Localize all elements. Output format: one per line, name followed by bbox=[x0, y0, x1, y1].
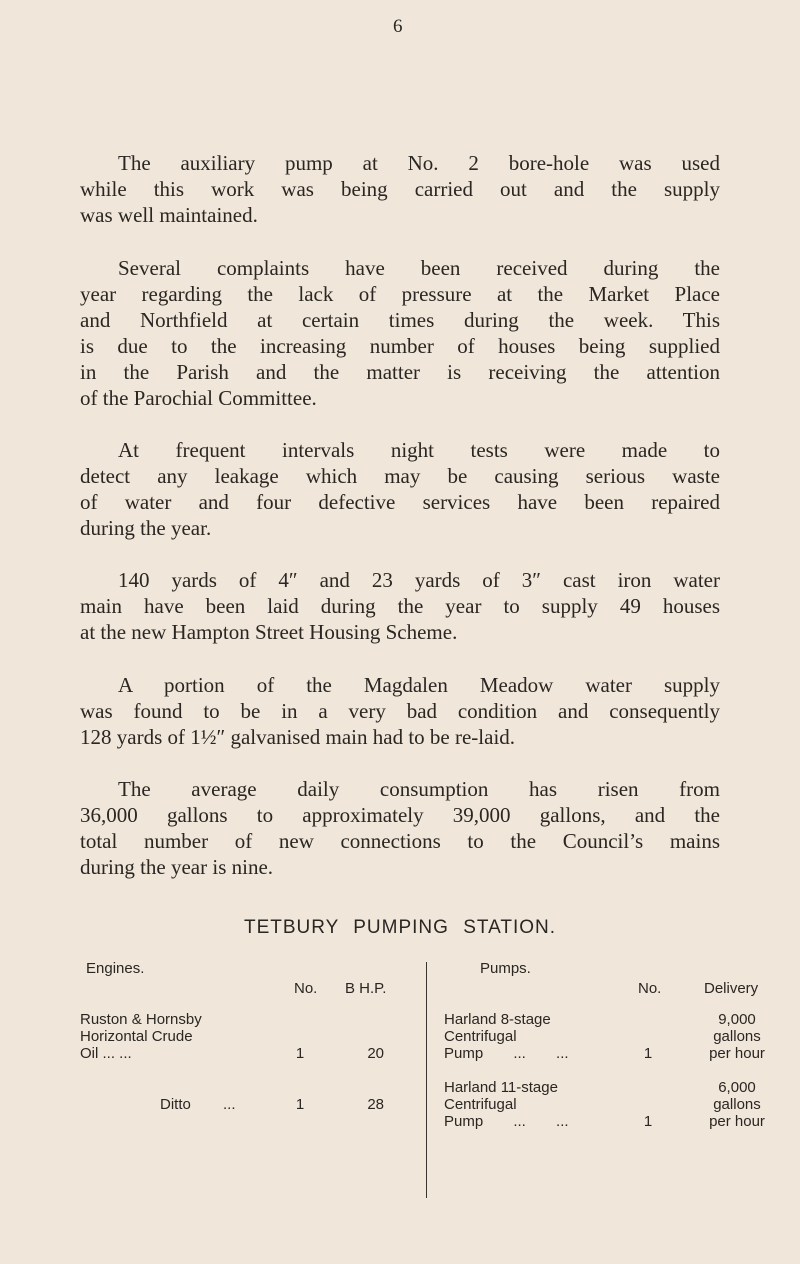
engines-col-bhp: B H.P. bbox=[345, 980, 387, 997]
pumps-col-delivery: Delivery bbox=[704, 980, 759, 997]
column-divider bbox=[426, 962, 427, 1198]
text-line: The auxiliary pump at No. 2 bore-hole was used bbox=[118, 151, 720, 175]
text-line: 140 yards of 4″ and 23 yards of 3″ cast iron water bbox=[118, 568, 720, 592]
paragraph-consumption bbox=[80, 776, 720, 880]
pump-name-line: Centrifugal bbox=[444, 1096, 517, 1113]
text-line: was found to be in a very bad condition and consequently bbox=[80, 699, 720, 723]
text-line: Several complaints have been received during the bbox=[118, 256, 720, 280]
text-line: A portion of the Magdalen Meadow water supply bbox=[118, 673, 720, 697]
text-line: total number of new connections to the Council’s mains bbox=[80, 829, 720, 853]
text-line: while this work was being carried out and the supply bbox=[80, 177, 720, 201]
paragraph-complaints bbox=[80, 255, 720, 411]
text-line: 36,000 gallons to approximately 39,000 gallons, and the bbox=[80, 803, 720, 827]
pumps-heading: Pumps. bbox=[480, 960, 531, 977]
engine-no: 1 bbox=[295, 1096, 305, 1113]
text-line: was well maintained. bbox=[80, 203, 258, 227]
engine-name-line: Oil ... ... bbox=[80, 1045, 132, 1062]
text-line: of the Parochial Committee. bbox=[80, 386, 317, 410]
engine-bhp: 20 bbox=[367, 1045, 384, 1062]
text-line: 128 yards of 1½″ galvanised main had to be re-laid. bbox=[80, 725, 516, 749]
text-line: main have been laid during the year to supply 49 houses bbox=[80, 594, 720, 618]
pump-delivery: gallons bbox=[713, 1028, 761, 1045]
text-line: The average daily consumption has risen from bbox=[118, 777, 720, 801]
paragraph-night-tests bbox=[80, 437, 720, 541]
text-line: in the Parish and the matter is receiving the attention bbox=[80, 360, 720, 384]
engines-heading: Engines. bbox=[86, 960, 145, 977]
text-line: detect any leakage which may be causing serious waste bbox=[80, 464, 720, 488]
page-number: 6 bbox=[393, 16, 403, 37]
pump-name-line: Pump ... ... bbox=[444, 1045, 569, 1062]
paragraph-water-main bbox=[80, 567, 720, 645]
text-line: and Northfield at certain times during the week. This bbox=[80, 308, 720, 332]
pump-delivery: gallons bbox=[713, 1096, 761, 1113]
engine-name-line: Ruston & Hornsby bbox=[80, 1011, 202, 1028]
text-line: at the new Hampton Street Housing Scheme. bbox=[80, 620, 458, 644]
text-line: during the year. bbox=[80, 516, 212, 540]
paragraph-magdalen-meadow bbox=[80, 672, 720, 750]
engine-no: 1 bbox=[295, 1045, 305, 1062]
text-line: At frequent intervals night tests were made to bbox=[118, 438, 720, 462]
paragraph-auxiliary-pump bbox=[80, 150, 720, 228]
engines-col-no: No. bbox=[294, 980, 318, 997]
engine-bhp: 28 bbox=[367, 1096, 384, 1113]
engine-name-line: Horizontal Crude bbox=[80, 1028, 193, 1045]
pump-name-line: Harland 8-stage bbox=[444, 1011, 551, 1028]
pump-no: 1 bbox=[643, 1045, 653, 1062]
table-title: TETBURY PUMPING STATION. bbox=[243, 917, 556, 938]
text-line: is due to the increasing number of houses being supplied bbox=[80, 334, 720, 358]
pump-delivery: per hour bbox=[709, 1113, 765, 1130]
engine-name-line: Ditto ... bbox=[160, 1096, 236, 1113]
text-line: year regarding the lack of pressure at the Market Place bbox=[80, 282, 720, 306]
pump-name-line: Harland 11-stage bbox=[444, 1079, 558, 1096]
pumps-col-no: No. bbox=[638, 980, 662, 997]
pump-delivery: 6,000 bbox=[718, 1079, 756, 1096]
pump-delivery: per hour bbox=[709, 1045, 765, 1062]
text-line: during the year is nine. bbox=[80, 855, 274, 879]
pump-delivery: 9,000 bbox=[718, 1011, 756, 1028]
text-line: of water and four defective services have been repaired bbox=[80, 490, 720, 514]
pump-no: 1 bbox=[643, 1113, 653, 1130]
pump-name-line: Pump ... ... bbox=[444, 1113, 569, 1130]
pump-name-line: Centrifugal bbox=[444, 1028, 517, 1045]
